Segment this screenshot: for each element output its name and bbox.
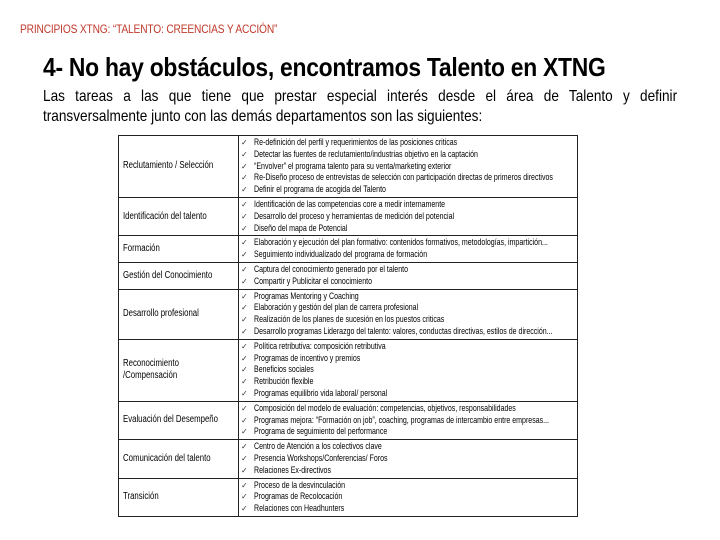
task-text: Desarrollo programas Liderazgo del talento: valores, conductas directivas, estilos de dirección... (254, 325, 553, 337)
task-text: Composición del modelo de evaluación: competencias, objetivos, responsabilidades (254, 402, 516, 414)
task-text: Seguimiento individualizado del programa de formación (254, 249, 428, 261)
list-item (241, 326, 577, 338)
area-name: Transición (123, 491, 159, 503)
task-text: Desarrollo del proceso y herramientas de medición del potencial (254, 210, 455, 222)
task-text: Relaciones Ex-directivos (254, 464, 331, 476)
list-item (241, 302, 577, 314)
list-item (241, 388, 577, 400)
checkmark-icon: ✓ (241, 149, 248, 159)
list-item (241, 341, 577, 353)
talent-areas-table (118, 135, 578, 517)
list-item (241, 415, 577, 427)
table-row (119, 197, 578, 235)
list-item (241, 491, 577, 503)
checkmark-icon: ✓ (241, 415, 248, 425)
checkmark-icon: ✓ (241, 173, 248, 183)
area-name-cell (119, 289, 239, 339)
checkmark-icon: ✓ (241, 365, 248, 375)
tasks-cell (239, 136, 578, 198)
task-text: Política retributiva: composición retributiva (254, 340, 386, 352)
task-list (239, 479, 577, 516)
task-list (239, 290, 577, 339)
list-item (241, 480, 577, 492)
list-item (241, 353, 577, 365)
area-name-cell (119, 339, 239, 401)
list-item (241, 465, 577, 477)
list-item (241, 199, 577, 211)
section-kicker: PRINCIPIOS XTNG: “TALENTO: CREENCIAS Y ACCIÓN” (20, 22, 278, 36)
task-text: Re-Diseño proceso de entrevistas de selección con participación directas de primeros directivos (254, 172, 553, 184)
checkmark-icon: ✓ (241, 138, 248, 147)
task-text: Programas Mentoring y Coaching (254, 290, 359, 302)
task-text: Diseño del mapa de Potencial (254, 222, 348, 234)
table-row (119, 236, 578, 263)
area-name: Reclutamiento / Selección (123, 160, 214, 172)
checkmark-icon: ✓ (241, 377, 248, 387)
tasks-cell (239, 236, 578, 263)
list-item (241, 314, 577, 326)
checkmark-icon: ✓ (241, 326, 248, 336)
checkmark-icon: ✓ (241, 442, 248, 452)
checkmark-icon: ✓ (241, 161, 248, 171)
checkmark-icon: ✓ (241, 211, 248, 221)
tasks-cell (239, 262, 578, 289)
checkmark-icon: ✓ (241, 492, 248, 502)
area-name-cell (119, 236, 239, 263)
checkmark-icon: ✓ (241, 250, 248, 260)
list-item (241, 441, 577, 453)
tasks-cell (239, 401, 578, 439)
checkmark-icon: ✓ (241, 185, 248, 195)
intro-paragraph: Las tareas a las que tiene que prestar especial interés desde el área de Talento y definir transversalmente junto con las demás departamentos son las siguientes: (43, 88, 678, 125)
task-text: Detectar las fuentes de reclutamiento/industrias objetivo en la captación (254, 148, 478, 160)
list-item (241, 211, 577, 223)
task-text: Programas equilibrio vida laboral/ personal (254, 387, 388, 399)
task-text: “Envolver” el programa talento para su venta/marketing exterior (254, 160, 452, 172)
list-item (241, 249, 577, 261)
table-row (119, 339, 578, 401)
checkmark-icon: ✓ (241, 453, 248, 463)
task-text: Beneficios sociales (254, 364, 314, 376)
table-row (119, 440, 578, 478)
list-item (241, 364, 577, 376)
list-item (241, 291, 577, 303)
task-text: Programa de seguimiento del performance (254, 426, 388, 438)
area-name-cell (119, 262, 239, 289)
tasks-cell (239, 289, 578, 339)
task-list (239, 263, 577, 289)
list-item (241, 137, 577, 149)
list-item (241, 172, 577, 184)
area-name-cell (119, 136, 239, 198)
list-item (241, 276, 577, 288)
checkmark-icon: ✓ (241, 199, 248, 209)
area-name-cell (119, 197, 239, 235)
area-name: Formación (123, 243, 160, 255)
list-item (241, 237, 577, 249)
task-text: Programas de Recolocación (254, 491, 343, 503)
list-item (241, 426, 577, 438)
area-name-line: Reconocimiento (123, 358, 179, 370)
page-title: 4- No hay obstáculos, encontramos Talento en XTNG (43, 52, 606, 82)
checkmark-icon: ✓ (241, 238, 248, 248)
list-item (241, 161, 577, 173)
area-name: Evaluación del Desempeño (123, 414, 218, 426)
task-text: Definir el programa de acogida del Talento (254, 184, 386, 196)
table-row (119, 478, 578, 516)
area-name-cell (119, 401, 239, 439)
table-row (119, 262, 578, 289)
checkmark-icon: ✓ (241, 465, 248, 475)
checkmark-icon: ✓ (241, 427, 248, 437)
tasks-cell (239, 478, 578, 516)
area-name: Identificación del talento (123, 210, 207, 222)
list-item (241, 453, 577, 465)
task-text: Realización de los planes de sucesión en los puestos criticas (254, 314, 445, 326)
checkmark-icon: ✓ (241, 504, 248, 514)
task-list (239, 198, 577, 235)
area-name-cell (119, 478, 239, 516)
table-row (119, 401, 578, 439)
area-name-cell (119, 440, 239, 478)
list-item (241, 149, 577, 161)
list-item (241, 503, 577, 515)
task-list (239, 402, 577, 439)
task-list (239, 136, 577, 197)
task-text: Relaciones con Headhunters (254, 503, 345, 515)
checkmark-icon: ✓ (241, 291, 248, 301)
task-text: Programas de incentivo y premios (254, 352, 361, 364)
list-item (241, 403, 577, 415)
task-list (239, 340, 577, 401)
checkmark-icon: ✓ (241, 403, 248, 413)
list-item (241, 264, 577, 276)
table-row (119, 136, 578, 198)
task-text: Elaboración y ejecución del plan formativo: contenidos formativos, metodologías, impartición... (254, 237, 548, 249)
checkmark-icon: ✓ (241, 388, 248, 398)
task-text: Proceso de la desvinculación (254, 479, 346, 491)
task-text: Re-definición del perfil y requerimientos de las posiciones criticas (254, 137, 458, 148)
checkmark-icon: ✓ (241, 315, 248, 325)
task-text: Compartir y Publicitar el conocimiento (254, 275, 372, 287)
tasks-cell (239, 440, 578, 478)
checkmark-icon: ✓ (241, 223, 248, 233)
task-text: Presencia Workshops/Conferencias/ Foros (254, 452, 388, 464)
task-list (239, 236, 577, 262)
checkmark-icon: ✓ (241, 353, 248, 363)
task-text: Programas mejora: “Formación on job”, coaching, programas de intercambio entre empresas... (254, 414, 550, 426)
list-item (241, 184, 577, 196)
task-text: Elaboración y gestión del plan de carrera profesional (254, 302, 419, 314)
checkmark-icon: ✓ (241, 303, 248, 313)
area-name: Desarrollo profesional (123, 308, 199, 320)
task-list (239, 440, 577, 477)
area-name: Comunicación del talento (123, 452, 211, 464)
area-name: Gestión del Conocimiento (123, 269, 213, 281)
area-name (123, 358, 179, 382)
area-name-line: /Compensación (123, 370, 178, 382)
checkmark-icon: ✓ (241, 341, 248, 351)
task-text: Captura del conocimiento generado por el talento (254, 263, 408, 275)
list-item (241, 376, 577, 388)
tasks-cell (239, 197, 578, 235)
task-text: Centro de Atención a los colectivos clave (254, 441, 382, 453)
checkmark-icon: ✓ (241, 264, 248, 274)
task-text: Retribución flexible (254, 376, 314, 388)
list-item (241, 223, 577, 235)
task-text: Identificación de las competencias core a medir internamente (254, 198, 446, 210)
tasks-cell (239, 339, 578, 401)
checkmark-icon: ✓ (241, 276, 248, 286)
table-row (119, 289, 578, 339)
checkmark-icon: ✓ (241, 480, 248, 490)
